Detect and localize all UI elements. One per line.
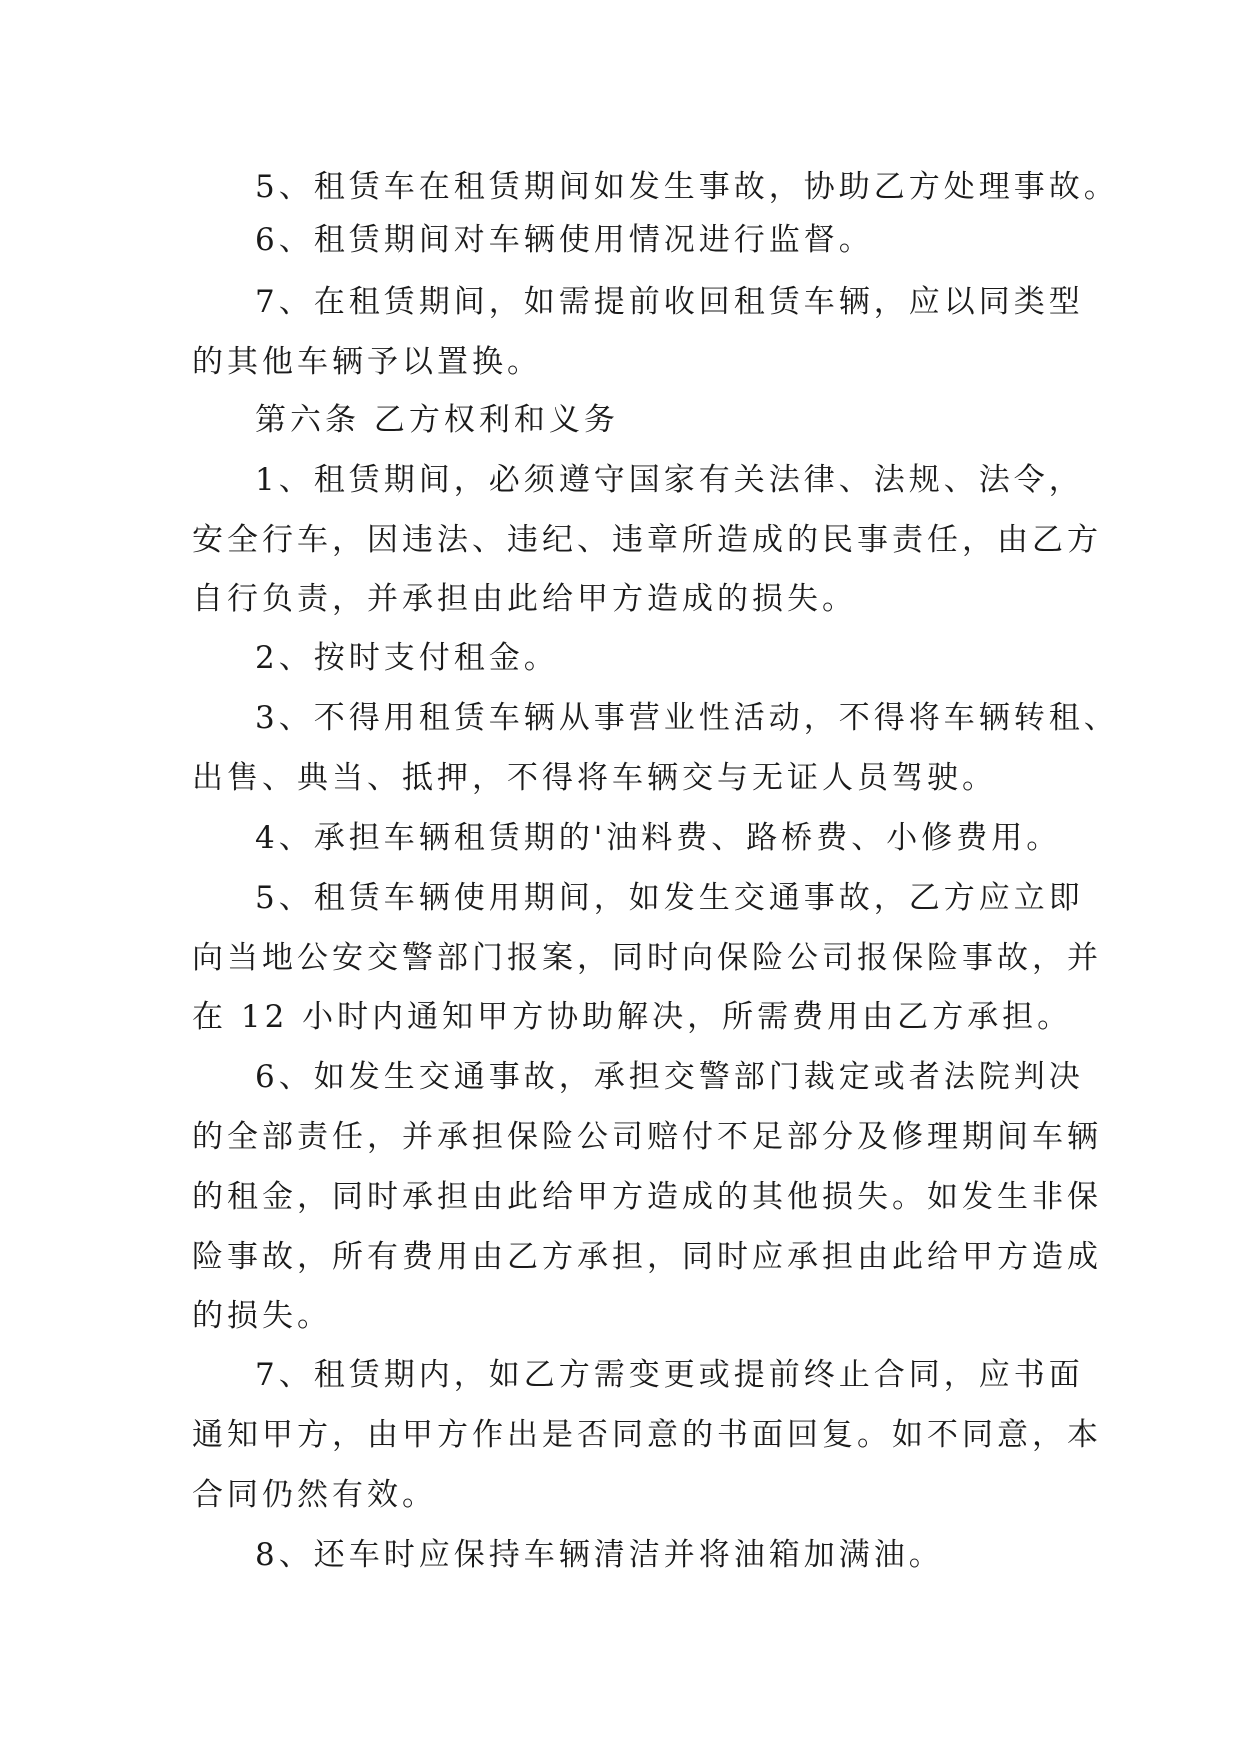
text-line: 自行负责，并承担由此给甲方造成的损失。 [192, 581, 857, 617]
text-line: 的全部责任，并承担保险公司赔付不足部分及修理期间车辆 [192, 1119, 1102, 1155]
text-line: 险事故，所有费用由乙方承担，同时应承担由此给甲方造成 [192, 1239, 1102, 1275]
text-line: 向当地公安交警部门报案，同时向保险公司报保险事故，并 [192, 940, 1102, 976]
text-line: 出售、典当、抵押，不得将车辆交与无证人员驾驶。 [192, 760, 997, 796]
text-line: 5、租赁车在租赁期间如发生事故，协助乙方处理事故。 [255, 169, 1119, 205]
text-line: 合同仍然有效。 [192, 1477, 437, 1513]
text-line: 3、不得用租赁车辆从事营业性活动，不得将车辆转租、 [255, 700, 1119, 736]
text-line: 8、还车时应保持车辆清洁并将油箱加满油。 [255, 1537, 944, 1573]
section-heading: 第六条 乙方权利和义务 [255, 402, 619, 438]
text-line: 2、按时支付租金。 [255, 640, 559, 676]
text-line: 6、租赁期间对车辆使用情况进行监督。 [255, 222, 874, 258]
text-line: 4、承担车辆租赁期的'油料费、路桥费、小修费用。 [255, 820, 1062, 856]
text-line: 通知甲方，由甲方作出是否同意的书面回复。如不同意，本 [192, 1417, 1102, 1453]
text-line: 安全行车，因违法、违纪、违章所造成的民事责任，由乙方 [192, 522, 1102, 558]
text-line: 5、租赁车辆使用期间，如发生交通事故，乙方应立即 [255, 880, 1084, 916]
text-line: 1、租赁期间，必须遵守国家有关法律、法规、法令， [255, 462, 1084, 498]
text-line: 7、在租赁期间，如需提前收回租赁车辆，应以同类型 [255, 284, 1084, 320]
text-line: 的租金，同时承担由此给甲方造成的其他损失。如发生非保 [192, 1179, 1102, 1215]
text-line: 在 12 小时内通知甲方协助解决，所需费用由乙方承担。 [192, 999, 1073, 1035]
text-line: 的其他车辆予以置换。 [192, 344, 542, 380]
text-line: 的损失。 [192, 1298, 332, 1334]
text-line: 6、如发生交通事故，承担交警部门裁定或者法院判决 [255, 1059, 1084, 1095]
text-line: 7、租赁期内，如乙方需变更或提前终止合同，应书面 [255, 1357, 1084, 1393]
